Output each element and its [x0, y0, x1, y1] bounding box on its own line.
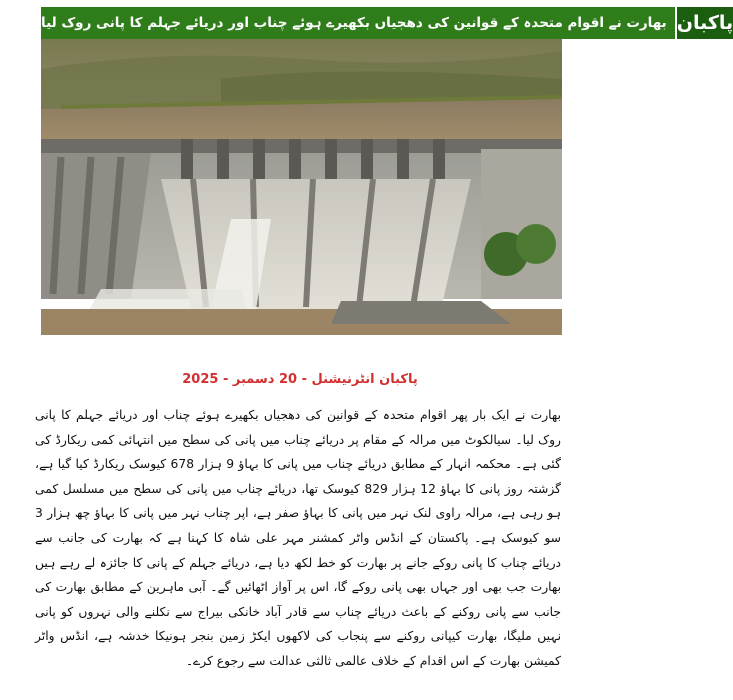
- headline-banner: [41, 7, 733, 39]
- dateline: پاکبان انٹرنیشنل - 20 دسمبر - 2025: [182, 372, 418, 387]
- article-body: بھارت نے ایک بار پھر اقوام متحدہ کے قوانین کی دھجیاں بکھیرے ہوئے چناب اور دریائے جہلم کا پانی روک لیا۔ سیالکوٹ میں مرالہ کے مقام پر دریائے چناب میں پانی کی سطح میں انتہائی کمی ریکارڈ کی گئی ہے۔ محکمہ انہار کے مطابق دریائے چناب میں پانی کا بہاؤ 9 ہزار 678 کیوسک ریکارڈ کیا گیا ہے، گزشتہ روز پانی کا بہاؤ 12 ہزار 829 کیوسک تھا، دریائے چناب میں پانی کی سطح میں مسلسل کمی ہو رہی ہے، مرالہ راوی لنک نہر میں پانی کا بہاؤ صفر ہے، اپر چناب نہر میں پانی کا بہاؤ چھ ہزار 3 سو کیوسک ہے۔ پاکستان کے انڈس واٹر کمشنر مہر علی شاہ کا کہنا ہے کہ بھارت کی جانب سے دریائے چناب کا پانی روکے جانے پر بھارت کو خط لکھ دیا ہے، دریائے جہلم کے پانی کا جائزہ لے رہے ہیں بھارت جب بھی اور جہاں بھی پانی روکے گا، اس پر آواز اٹھائیں گے۔ آبی ماہرین کے مطابق بھارت کی جانب سے پانی روکنے کے باعث دریائے چناب سے قادر آباد خانکی بیراج سے نکلنے والی نہروں کو پانی نہیں ملیگا، بھارت کیپانی روکنے سے پنجاب کی لاکھوں ایکڑ زمین بنجر ہونیکا خدشہ ہے، انڈس واٹر کمیشن بھارت کے اس اقدام کے خلاف عالمی ثالثی عدالت سے رجوع کرے۔: [35, 408, 561, 668]
- banner-headline: بھارت نے اقوام متحدہ کے قوانین کی دھجیاں بکھیرے ہوئے چناب اور دریائے جہلم کا پانی روک لیا: [41, 7, 675, 39]
- brand-logo-label: پاکبان: [675, 7, 733, 39]
- dam-illustration: [41, 39, 562, 335]
- dam-photo: [41, 39, 562, 335]
